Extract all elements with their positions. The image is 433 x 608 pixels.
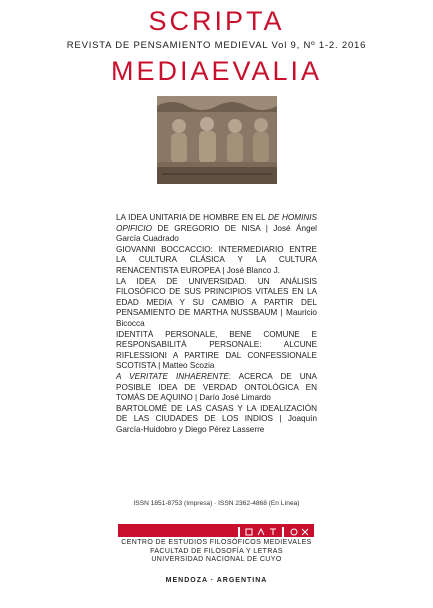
- institution-logo-bar: [118, 524, 314, 534]
- toc-entry: LA IDEA UNITARIA DE HOMBRE EN EL DE HOMINIS OPIFICIO DE GREGORIO DE NISA | José Ángel García Cuadrado: [116, 213, 317, 244]
- toc-entry: BARTOLOMÉ DE LAS CASAS Y LA IDEALIZACIÓN DE LAS CIUDADES DE LOS INDIOS | Joaquín García-Huidobro y Diego Pérez Lasserre: [116, 403, 317, 434]
- institution-center: CENTRO DE ESTUDIOS FILOSÓFICOS MEDIEVALES: [121, 539, 312, 546]
- journal-subtitle: REVISTA DE PENSAMIENTO MEDIEVAL Vol 9, Nº 1-2. 2016: [66, 40, 367, 51]
- medieval-relief-illustration: [157, 96, 277, 184]
- cover-relief-image: [157, 96, 277, 184]
- institution-logo-icon: [118, 527, 314, 537]
- table-of-contents: [116, 213, 317, 435]
- institution-faculty: FACULTAD DE FILOSOFÍA Y LETRAS: [150, 547, 283, 555]
- toc-entry: A VERITATE INHAERENTE: ACERCA DE UNA POSIBLE IDEA DE VERDAD ONTOLÓGICA EN TOMÁS DE AQUINO | Darío José Limardo: [116, 371, 318, 403]
- institution-info: [0, 539, 433, 565]
- issn-line: ISSN 1851-8753 (Impresa) · ISSN 2362-4868 (En Línea): [133, 500, 300, 507]
- toc-entry: IDENTITÀ PERSONALE, BENE COMUNE E RESPONSABILITÀ PERSONALE: ALCUNE RIFLESSIONI A PARTIRE DAL CONFESSIONALE SCOTISTA | Matteo Scozia: [116, 329, 317, 371]
- city-country: MENDOZA · ARGENTINA: [165, 577, 268, 584]
- institution-university: UNIVERSIDAD NACIONAL DE CUYO: [151, 556, 282, 564]
- journal-title-scripta: SCRIPTA: [148, 6, 285, 36]
- toc-entry: GIOVANNI BOCCACCIO: INTERMEDIARIO ENTRE LA CULTURA CLÁSICA Y LA CULTURA RENACENTISTA EUROPEA | José Blanco J.: [116, 244, 317, 275]
- toc-entry: LA IDEA DE UNIVERSIDAD. UN ANÁLISIS FILOSÓFICO DE SUS PRINCIPIOS VITALES EN LA EDAD MEDIA Y SU CAMBIO A PARTIR DEL PENSAMIENTO DE MARTHA NUSSBAUM | Mauricio Bicocca: [116, 276, 317, 328]
- journal-title-mediaevalia: MEDIAEVALIA: [110, 56, 323, 86]
